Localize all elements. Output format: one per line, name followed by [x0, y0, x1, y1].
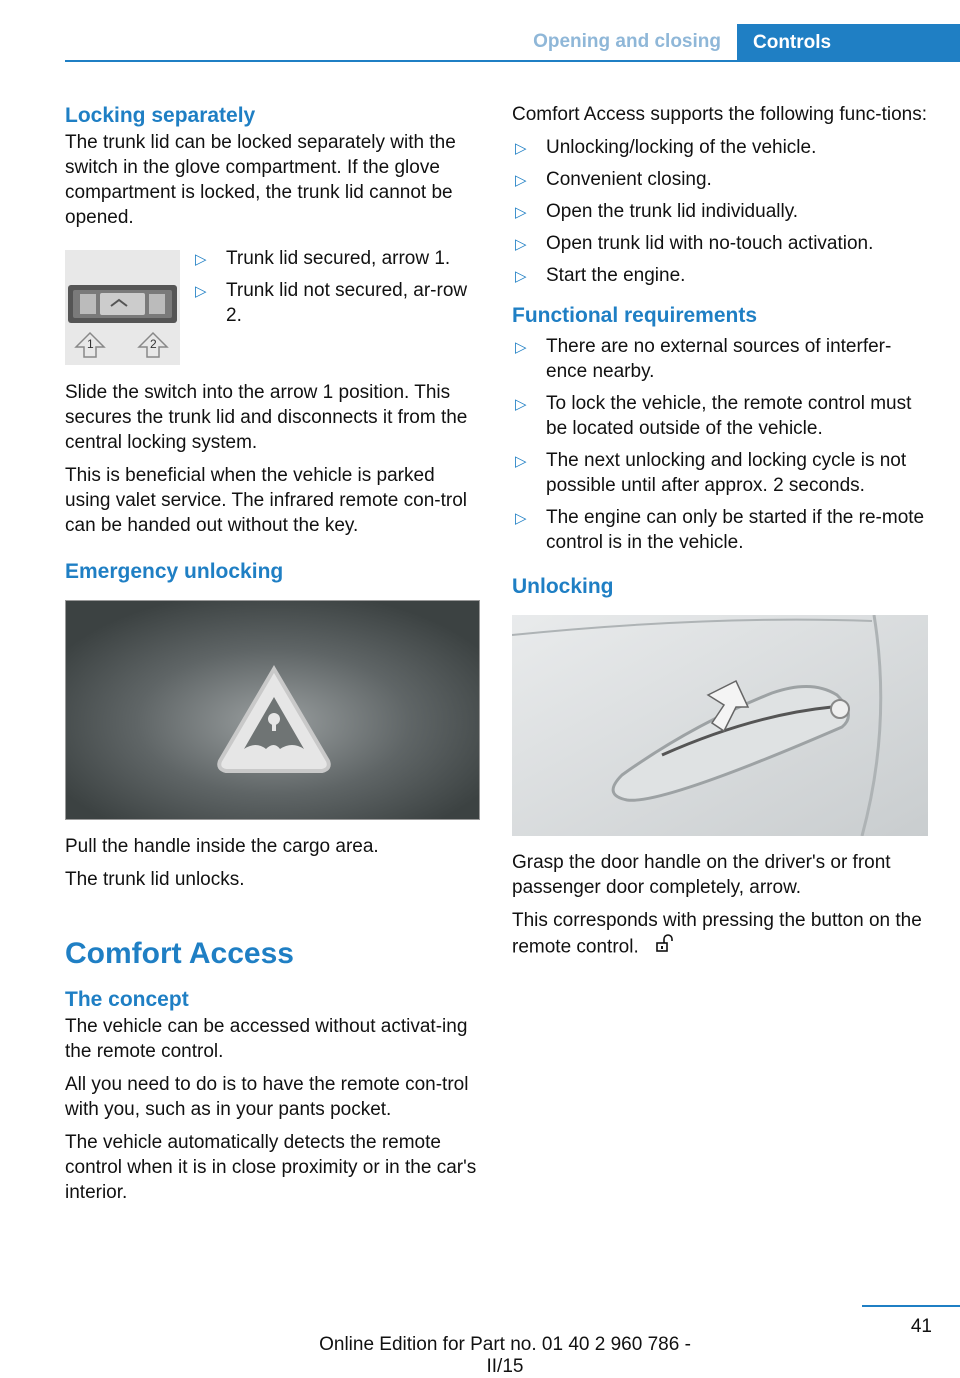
emergency-unlocking-heading: Emergency unlocking — [65, 560, 284, 583]
triangle-right-icon: ▷ — [515, 453, 527, 470]
triangle-right-icon: ▷ — [515, 396, 527, 413]
footer-rule — [862, 1305, 960, 1307]
valet-text: This is beneficial when the vehicle is parked using valet service. The infrared remote con‐trol can be handed out without the key. — [65, 465, 467, 536]
concept-text-1: The vehicle can be accessed without activat‐ing the remote control. — [65, 1016, 468, 1062]
footer-edition: Online Edition for Part no. 01 40 2 960 786 - II/15 — [319, 1334, 691, 1377]
arrow-1-label: 1 — [87, 337, 94, 351]
concept-text-2: All you need to do is to have the remote con‐trol with you, such as in your pants pocket. — [65, 1074, 469, 1120]
list-item: ▷ Convenient closing. — [512, 167, 930, 192]
triangle-right-icon: ▷ — [195, 251, 207, 268]
triangle-right-icon: ▷ — [515, 339, 527, 356]
header-rule — [65, 60, 960, 62]
triangle-right-icon: ▷ — [515, 204, 527, 221]
unlocking-heading: Unlocking — [512, 575, 614, 598]
emergency-handle-illustration — [66, 601, 480, 820]
concept-heading: The concept — [65, 988, 189, 1011]
right-column — [512, 102, 930, 970]
emergency-handle-figure — [65, 600, 480, 820]
glove-switch-illustration — [65, 250, 180, 365]
grasp-text: Grasp the door handle on the driver's or front passenger door completely, arrow. — [512, 852, 891, 898]
list-item: ▷ Open trunk lid with no-touch activation. — [512, 231, 930, 256]
triangle-right-icon: ▷ — [515, 510, 527, 527]
list-item: ▷ There are no external sources of interfer‐ence nearby. — [515, 336, 892, 382]
switch-block — [65, 250, 480, 368]
triangle-right-icon: ▷ — [515, 140, 527, 157]
page-number: 41 — [910, 1316, 932, 1337]
glove-switch-figure — [65, 250, 180, 365]
requirements-list — [512, 334, 930, 555]
header-section: Opening and closing — [533, 31, 721, 52]
header-chapter: Controls — [737, 24, 960, 61]
door-handle-illustration — [512, 615, 928, 836]
triangle-right-icon: ▷ — [515, 268, 527, 285]
unlock-icon — [654, 933, 676, 962]
corresponds-paragraph — [512, 908, 930, 962]
locking-separately-heading: Locking separately — [65, 104, 256, 127]
triangle-right-icon: ▷ — [515, 172, 527, 189]
door-handle-figure — [512, 615, 928, 836]
list-item: ▷ Start the engine. — [512, 263, 930, 288]
corresponds-text: This corresponds with pressing the button on the remote control. — [512, 910, 922, 958]
arrow-2-label: 2 — [150, 337, 157, 351]
list-item: ▷ Open the trunk lid individually. — [512, 199, 930, 224]
unlocks-text: The trunk lid unlocks. — [65, 869, 245, 890]
triangle-right-icon: ▷ — [195, 283, 207, 300]
supports-text: Comfort Access supports the following func‐tions: — [512, 104, 928, 125]
triangle-right-icon: ▷ — [515, 236, 527, 253]
switch-positions-list — [192, 246, 480, 335]
list-item: ▷ The next unlocking and locking cycle is not possible until after approx. 2 seconds. — [515, 450, 907, 496]
list-item: ▷ Trunk lid not secured, ar‐row 2. — [195, 280, 468, 326]
locking-text: The trunk lid can be locked separately with the switch in the glove compartment. If the glove compartment is locked, the trunk lid cannot be opened. — [65, 132, 456, 228]
functions-list — [512, 135, 930, 288]
list-item: ▷ To lock the vehicle, the remote control must be located outside of the vehicle. — [515, 393, 912, 439]
list-item: ▷ The engine can only be started if the re‐mote control is in the vehicle. — [515, 507, 925, 553]
slide-text: Slide the switch into the arrow 1 position. This secures the trunk lid and disconnects it from the central locking system. — [65, 382, 468, 453]
pull-text: Pull the handle inside the cargo area. — [65, 836, 379, 857]
comfort-access-heading: Comfort Access — [65, 937, 294, 970]
concept-text-3: The vehicle automatically detects the remote control when it is in close proximity or in the car's interior. — [65, 1132, 477, 1203]
functional-requirements-heading: Functional requirements — [512, 304, 758, 327]
left-column — [65, 102, 480, 1213]
list-item: ▷ Unlocking/locking of the vehicle. — [512, 135, 930, 160]
list-item: ▷ Trunk lid secured, arrow 1. — [192, 246, 480, 271]
